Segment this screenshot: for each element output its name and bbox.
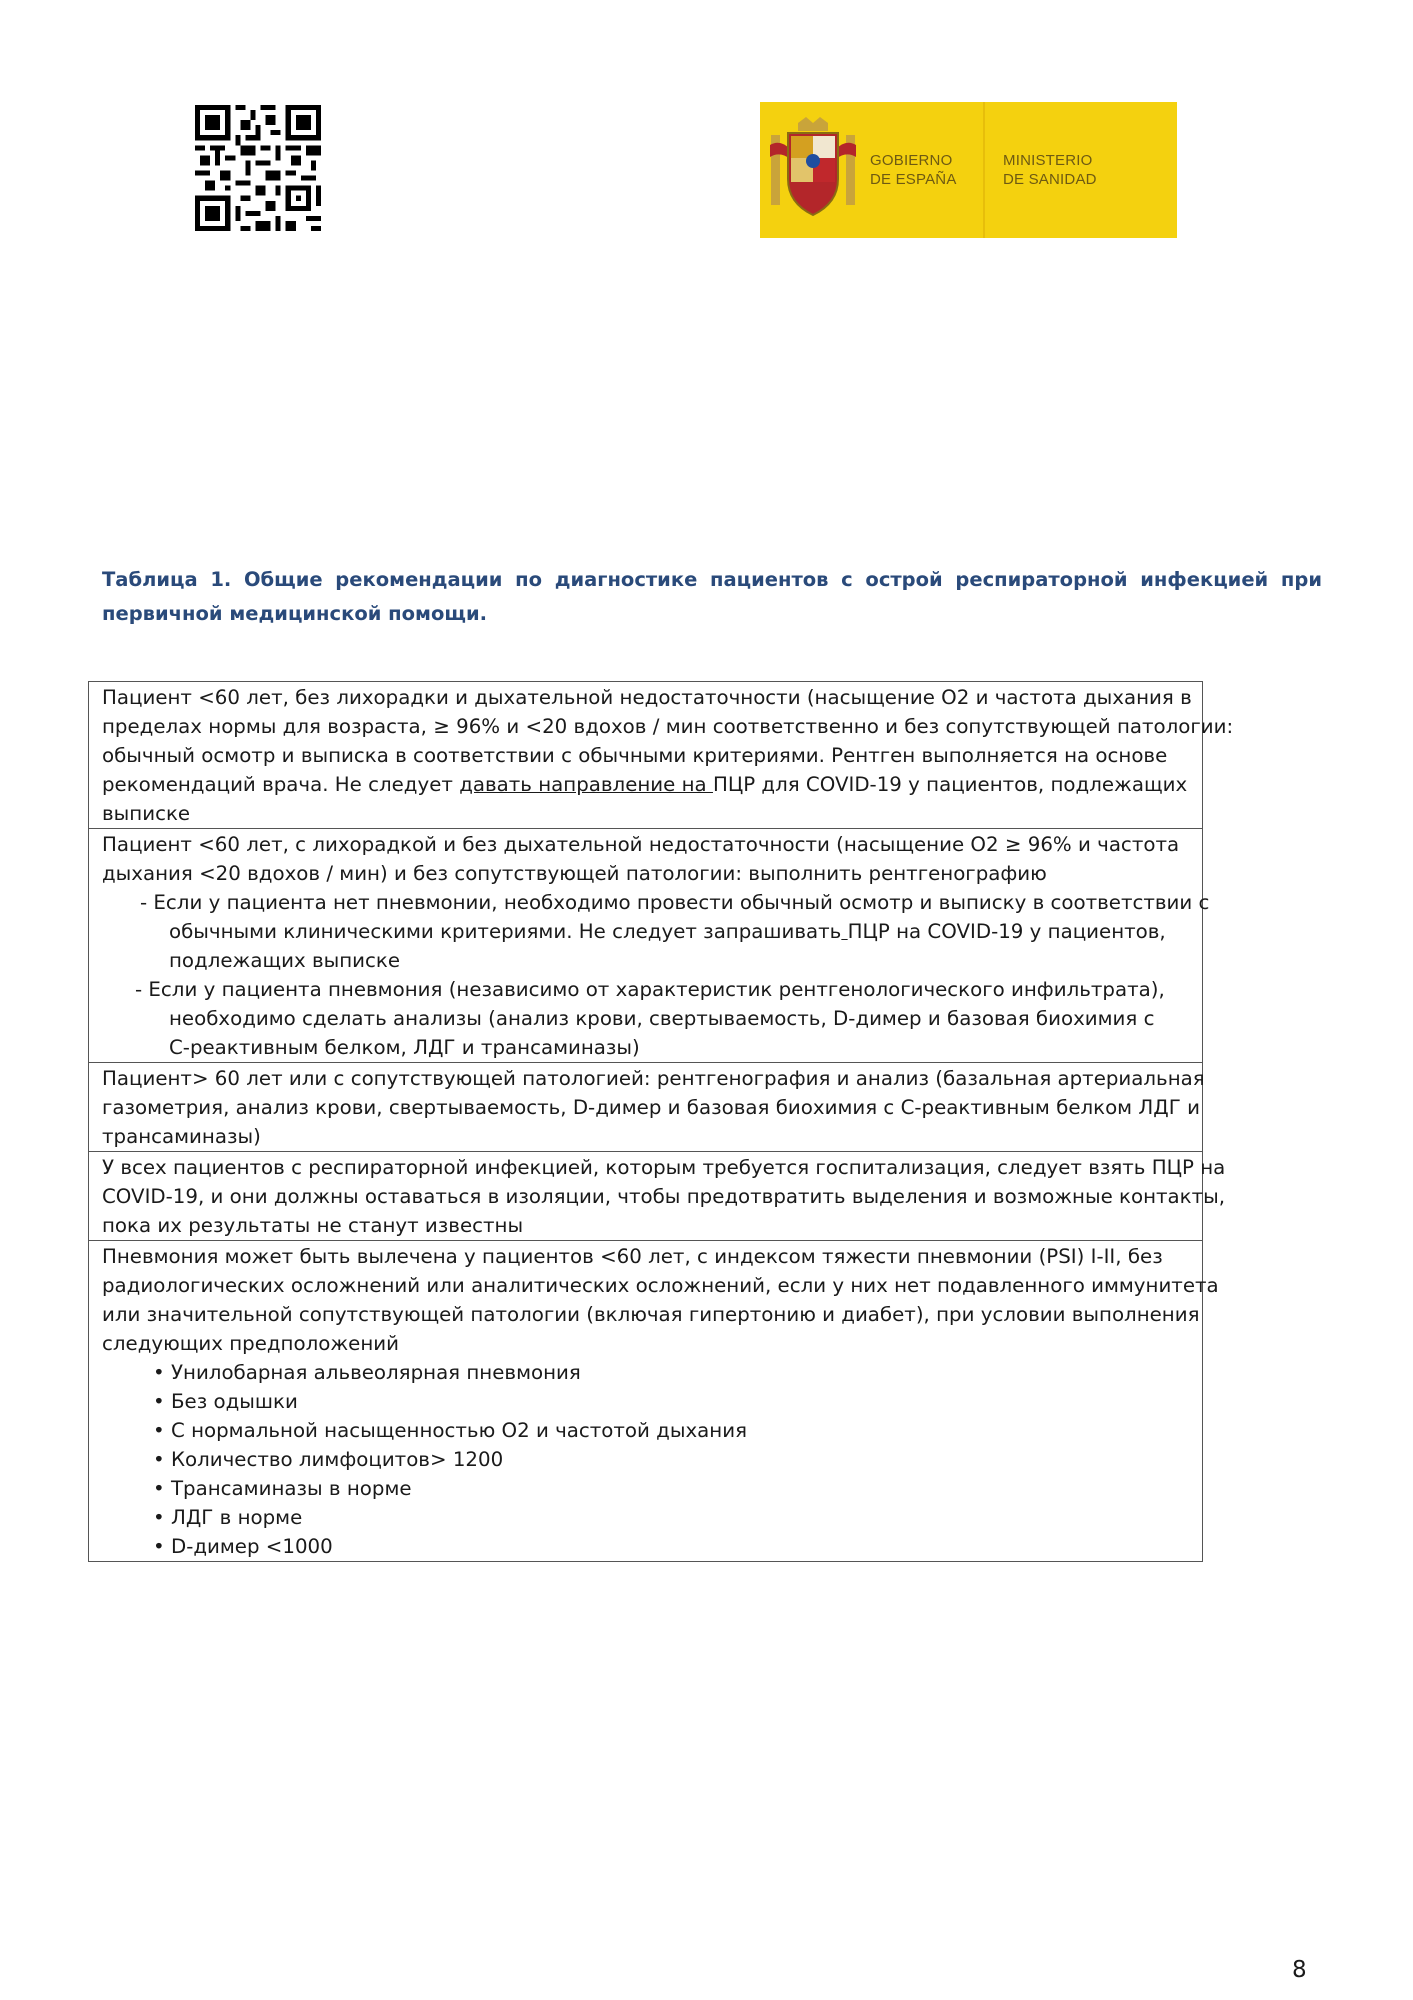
table-row bbox=[89, 1152, 1203, 1241]
qr-code-icon bbox=[195, 104, 321, 232]
row2-item-b-line2: необходимо сделать анализы (анализ крови, свертываемость, D-димер и базовая биохимия с bbox=[169, 1007, 1155, 1030]
list-item: • D-димер <1000 bbox=[102, 1532, 1189, 1561]
row4-line2: COVID-19, и они должны оставаться в изоляции, чтобы предотвратить выделения и возможные контакты, bbox=[102, 1185, 1226, 1208]
row1-line4-pre: рекомендаций врача. Не следует bbox=[102, 773, 460, 796]
recommendations-table bbox=[88, 681, 1234, 1562]
logo-ministry-text bbox=[1003, 151, 1153, 189]
row2-a2-pre: обычными клиническими критериями. Не следует запрашивать bbox=[169, 920, 842, 943]
table-row bbox=[89, 829, 1203, 1063]
table-cell bbox=[89, 1241, 1219, 1562]
row1-line2: пределах нормы для возраста, ≥ 96% и <20 вдохов / мин соответственно и без сопутствующей патологии: bbox=[102, 715, 1234, 738]
row4-line1: У всех пациентов с респираторной инфекцией, которым требуется госпитализация, следует взять ПЦР на bbox=[102, 1156, 1226, 1179]
logo-min-line1: MINISTERIO bbox=[1003, 152, 1093, 169]
row5-line1: Пневмония может быть вылечена у пациентов <60 лет, с индексом тяжести пневмонии (PSI) I-II, без bbox=[102, 1245, 1163, 1268]
list-item: • ЛДГ в норме bbox=[102, 1503, 1189, 1532]
row2-item-a-line3: подлежащих выписке bbox=[169, 949, 401, 972]
list-item: • Трансаминазы в норме bbox=[102, 1474, 1189, 1503]
table-cell bbox=[89, 1152, 1226, 1241]
table-row bbox=[89, 1241, 1203, 1562]
table-cell bbox=[89, 829, 1210, 1063]
list-item: • С нормальной насыщенностью O2 и частотой дыхания bbox=[102, 1416, 1189, 1445]
row1-line4-post: ПЦР для COVID-19 у пациентов, подлежащих bbox=[712, 773, 1188, 796]
row3-line2: газометрия, анализ крови, свертываемость, D-димер и базовая биохимия с C-реактивным белком ЛДГ и bbox=[102, 1096, 1200, 1119]
row1-line5: выписке bbox=[102, 802, 191, 825]
table-caption: Таблица 1. Общие рекомендации по диагностике пациентов с острой респираторной инфекцией при первичной медицинской помощи. bbox=[102, 568, 1322, 625]
row1-line3: обычный осмотр и выписка в соответствии с обычными критериями. Рентген выполняется на основе bbox=[102, 744, 1168, 767]
table-cell bbox=[89, 1063, 1203, 1152]
table-row bbox=[89, 682, 1203, 829]
page-number: 8 bbox=[1292, 1957, 1307, 1983]
row3-line1: Пациент> 60 лет или с сопутствующей патологией: рентгенография и анализ (базальная артериальная bbox=[102, 1067, 1205, 1090]
row1-line1: Пациент <60 лет, без лихорадки и дыхательной недостаточности (насыщение O2 и частота дыхания в bbox=[102, 686, 1192, 709]
table-row bbox=[89, 1063, 1203, 1152]
row5-line4: следующих предположений bbox=[102, 1332, 399, 1355]
row5-line3: или значительной сопутствующей патологии (включая гипертонию и диабет), при условии выполнения bbox=[102, 1303, 1200, 1326]
row2-line1: Пациент <60 лет, с лихорадкой и без дыхательной недостаточности (насыщение O2 ≥ 96% и частота bbox=[102, 833, 1180, 856]
row3-line3: трансаминазы) bbox=[102, 1125, 261, 1148]
row1-line4-underlined: давать направление на bbox=[459, 773, 713, 796]
row2-item-b-line1: - Если у пациента пневмония (независимо от характеристик рентгенологического инфильтрата), bbox=[135, 978, 1165, 1001]
list-item: • Без одышки bbox=[102, 1387, 1189, 1416]
logo-min-line2: DE SANIDAD bbox=[1003, 171, 1097, 188]
row5-line2: радиологических осложнений или аналитических осложнений, если у них нет подавленного иммунитета bbox=[102, 1274, 1219, 1297]
row2-item-a-line1: - Если у пациента нет пневмонии, необходимо провести обычный осмотр и выписку в соответствии с bbox=[140, 891, 1210, 914]
row2-item-a-line2 bbox=[102, 917, 1189, 946]
row4-line3: пока их результаты не станут известны bbox=[102, 1214, 524, 1237]
row2-item-b-line3: C-реактивным белком, ЛДГ и трансаминазы) bbox=[169, 1036, 640, 1059]
spanish-coat-of-arms-icon bbox=[760, 102, 866, 238]
logo-gov-line2: DE ESPAÑA bbox=[870, 171, 957, 188]
logo-divider bbox=[983, 102, 985, 238]
list-item: • Количество лимфоцитов> 1200 bbox=[102, 1445, 1189, 1474]
row2-a2-post: ПЦР на COVID-19 у пациентов, bbox=[847, 920, 1166, 943]
row2-line2: дыхания <20 вдохов / мин) и без сопутствующей патологии: выполнить рентгенографию bbox=[102, 862, 1047, 885]
logo-government-text bbox=[866, 151, 975, 189]
logo-gov-line1: GOBIERNO bbox=[870, 152, 953, 169]
government-logo bbox=[760, 102, 1177, 238]
row1-line4 bbox=[102, 770, 1189, 799]
list-item: • Унилобарная альвеолярная пневмония bbox=[102, 1358, 1189, 1387]
table-cell bbox=[89, 682, 1234, 829]
